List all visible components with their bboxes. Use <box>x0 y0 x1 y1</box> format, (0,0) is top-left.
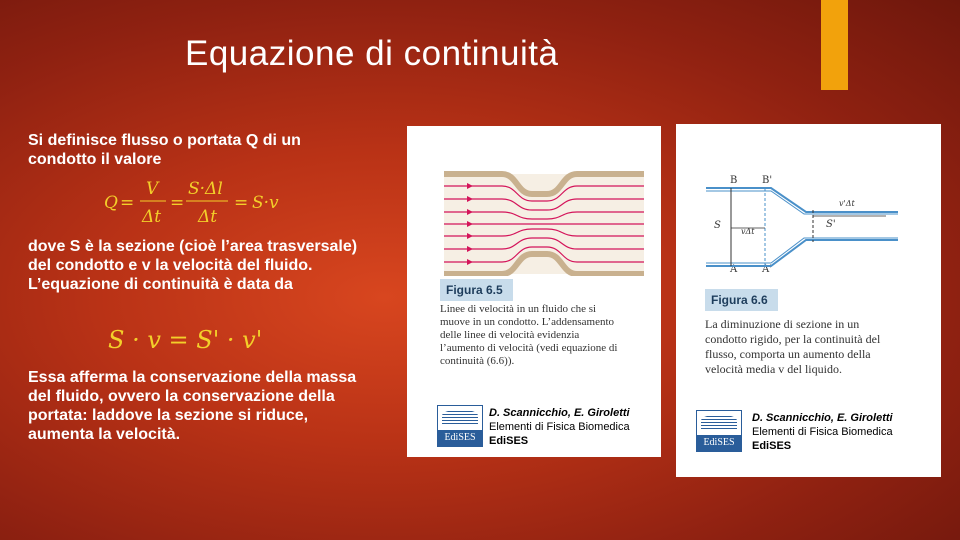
accent-bar <box>821 0 848 90</box>
svg-text:S·v: S·v <box>252 193 279 213</box>
edises-logo: EdiSES <box>437 405 483 447</box>
paragraph-definition: Si definisce flusso o portata Q di un condotto il valore <box>28 132 301 168</box>
paragraph-conservation: Essa afferma la conservazione della massa del fluido, ovvero la conservazione della portata: laddove la sezione si riduce, aumenta la velocità. <box>28 369 357 443</box>
label-A: A <box>730 264 738 275</box>
svg-text:=: = <box>170 193 185 213</box>
paragraph-explanation-text: dove S è la sezione (cioè l’area trasversale) del condotto e v la velocità del fluido. <box>28 238 358 274</box>
figure-6-5-publisher <box>489 406 630 448</box>
edises-logo: EdiSES <box>696 410 742 452</box>
pipe-diagram <box>676 124 941 284</box>
publisher-authors: D. Scannicchio, E. Giroletti <box>489 407 630 419</box>
figure-6-5-caption: Linee di velocità in un fluido che si muove in un condotto. L’addensamento delle linee di velocità evidenzia l’aumento di velocità (vedi equazione di continuità (6.6)). <box>440 303 618 367</box>
figure-6-5-panel <box>407 126 661 457</box>
formula-V: V <box>146 179 159 199</box>
label-vdt: vΔt <box>741 227 755 236</box>
svg-text:S·Δl: S·Δl <box>188 179 223 199</box>
label-B2: B' <box>762 175 773 186</box>
svg-text:=: = <box>120 193 135 213</box>
label-S: S <box>714 220 721 231</box>
figure-6-5-label: Figura 6.5 <box>440 279 513 301</box>
label-S2: S' <box>826 219 836 230</box>
continuity-formula: S · v = S' · v' <box>108 326 263 354</box>
paragraph-continuity-intro: L’equazione di continuità è data da <box>28 276 293 293</box>
flow-formula <box>104 178 304 232</box>
figure-6-6-panel <box>676 124 941 477</box>
figure-6-6-caption: La diminuzione di sezione in un condotto rigido, per la continuità del flusso, comporta un aumento della velocità media v del liquido. <box>705 317 881 376</box>
publisher-name: EdiSES <box>752 440 792 452</box>
formula-dt2: Δt <box>198 207 218 227</box>
figure-6-6-label: Figura 6.6 <box>705 289 778 311</box>
label-v2dt: v'Δt <box>839 199 855 208</box>
figure-6-6-publisher <box>752 411 893 453</box>
paragraph-explanation <box>28 237 378 294</box>
slide-title: Equazione di continuità <box>185 34 559 73</box>
formula-Q: Q <box>104 193 118 213</box>
label-B: B <box>730 175 738 186</box>
publisher-book-title: Elementi di Fisica Biomedica <box>489 421 630 433</box>
publisher-name: EdiSES <box>489 435 529 447</box>
publisher-authors: D. Scannicchio, E. Giroletti <box>752 412 893 424</box>
publisher-book-title: Elementi di Fisica Biomedica <box>752 426 893 438</box>
flow-formula-svg <box>104 178 304 228</box>
label-A2: A' <box>762 264 772 275</box>
streamline-diagram <box>407 126 661 276</box>
svg-text:=: = <box>234 193 249 213</box>
formula-dt1: Δt <box>142 207 162 227</box>
